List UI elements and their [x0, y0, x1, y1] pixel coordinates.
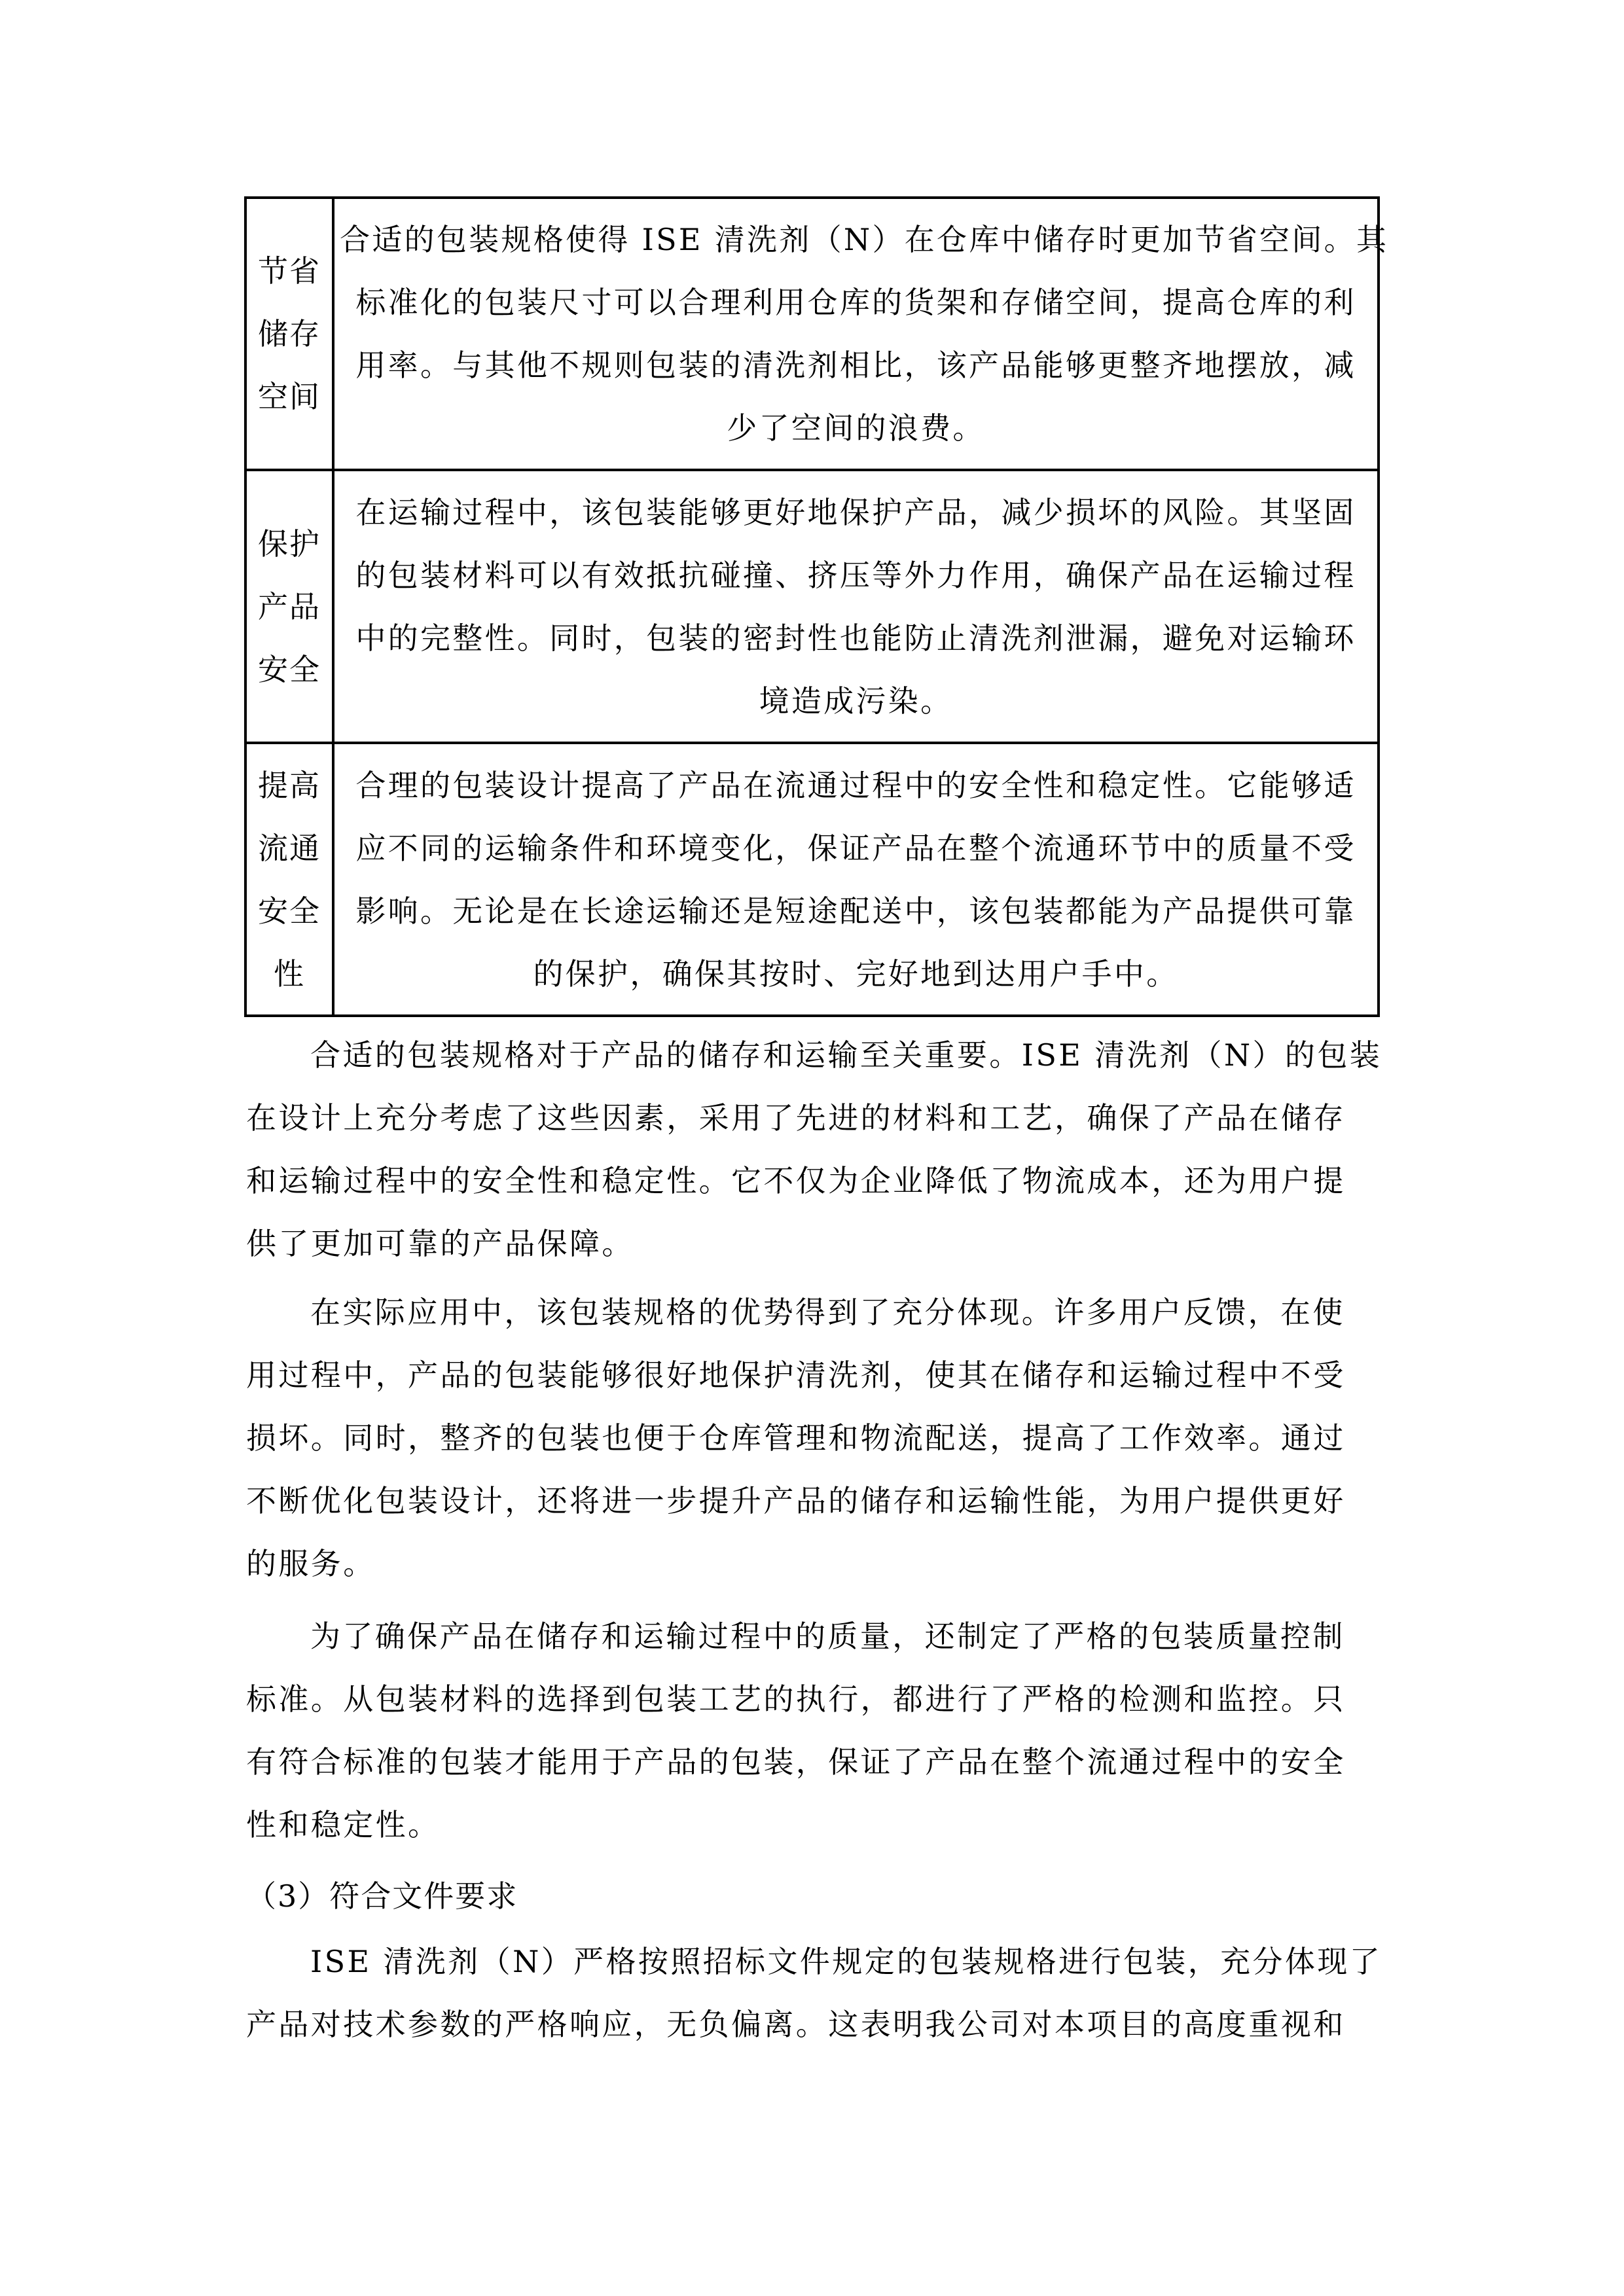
row-label-line: 安全 — [258, 651, 321, 687]
description-line: 少了空间的浪费。 — [727, 410, 985, 446]
paragraph-line: 标准。从包装材料的选择到包装工艺的执行，都进行了严格的检测和监控。只 — [246, 1681, 1346, 1717]
body-paragraph — [246, 1024, 1380, 1275]
packaging-advantages-table — [244, 196, 1389, 1017]
row-label-line: 储存 — [258, 316, 321, 351]
row-label-line: 提高 — [258, 767, 321, 803]
row-label-line: 保护 — [258, 526, 321, 562]
paragraph-line: 和运输过程中的安全性和稳定性。它不仅为企业降低了物流成本，还为用户提 — [246, 1163, 1346, 1198]
row-description-cell — [333, 470, 1379, 743]
paragraph-line: 性和稳定性。 — [246, 1807, 441, 1842]
row-label-cell — [245, 743, 333, 1016]
row-label-line: 流通 — [258, 830, 321, 866]
row-label-line: 空间 — [258, 379, 321, 414]
row-label-line: 性 — [274, 956, 305, 992]
description-line: 境造成污染。 — [759, 683, 953, 719]
paragraph-line: 的服务。 — [246, 1546, 376, 1581]
paragraph-line: 产品对技术参数的严格响应，无负偏离。这表明我公司对本项目的高度重视和 — [246, 2007, 1346, 2042]
section-heading: （3）符合文件要求 — [246, 1878, 518, 1914]
body-paragraph — [246, 1605, 1380, 1856]
description-line: 用率。与其他不规则包装的清洗剂相比，该产品能够更整齐地摆放，减 — [355, 348, 1356, 383]
description-line: 中的完整性。同时，包装的密封性也能防止清洗剂泄漏，避免对运输环 — [355, 620, 1356, 656]
paragraph-line: 不断优化包装设计，还将进一步提升产品的储存和运输性能，为用户提供更好 — [246, 1483, 1346, 1518]
paragraph-line: 用过程中，产品的包装能够很好地保护清洗剂，使其在储存和运输过程中不受 — [246, 1357, 1346, 1393]
row-label-line: 安全 — [258, 893, 321, 929]
description-line: 合适的包装规格使得 ISE 清洗剂（N）在仓库中储存时更加节省空间。其 — [340, 222, 1389, 257]
description-line: 在运输过程中，该包装能够更好地保护产品，减少损坏的风险。其坚固 — [355, 494, 1356, 530]
row-label-cell — [245, 198, 333, 470]
table-row — [245, 470, 1379, 743]
paragraph-line: 在设计上充分考虑了这些因素，采用了先进的材料和工艺，确保了产品在储存 — [246, 1100, 1346, 1136]
paragraph-line: 合适的包装规格对于产品的储存和运输至关重要。ISE 清洗剂（N）的包装 — [310, 1037, 1382, 1073]
paragraph-line: 为了确保产品在储存和运输过程中的质量，还制定了严格的包装质量控制 — [310, 1619, 1345, 1654]
row-label-line: 节省 — [258, 253, 321, 289]
paragraph-line: 损坏。同时，整齐的包装也便于仓库管理和物流配送，提高了工作效率。通过 — [246, 1420, 1346, 1456]
table-row — [245, 198, 1379, 470]
description-line: 的保护，确保其按时、完好地到达用户手中。 — [533, 956, 1179, 992]
paragraph-line: 在实际应用中，该包装规格的优势得到了充分体现。许多用户反馈，在使 — [310, 1295, 1345, 1330]
body-paragraph — [246, 1930, 1380, 2056]
description-line: 合理的包装设计提高了产品在流通过程中的安全性和稳定性。它能够适 — [355, 767, 1356, 803]
row-label-line: 产品 — [258, 588, 321, 624]
row-label-cell — [245, 470, 333, 743]
row-description-cell — [333, 198, 1389, 470]
row-description-cell — [333, 743, 1379, 1016]
description-line: 应不同的运输条件和环境变化，保证产品在整个流通环节中的质量不受 — [355, 830, 1356, 866]
paragraph-line: ISE 清洗剂（N）严格按照招标文件规定的包装规格进行包装，充分体现了 — [310, 1944, 1382, 1979]
table-row — [245, 743, 1379, 1016]
description-line: 的包装材料可以有效抵抗碰撞、挤压等外力作用，确保产品在运输过程 — [355, 557, 1356, 593]
paragraph-line: 有符合标准的包装才能用于产品的包装，保证了产品在整个流通过程中的安全 — [246, 1744, 1346, 1780]
body-paragraph — [246, 1281, 1380, 1595]
description-line: 标准化的包装尺寸可以合理利用仓库的货架和存储空间，提高仓库的利 — [355, 285, 1356, 320]
description-line: 影响。无论是在长途运输还是短途配送中，该包装都能为产品提供可靠 — [355, 893, 1356, 929]
paragraph-line: 供了更加可靠的产品保障。 — [246, 1226, 634, 1261]
